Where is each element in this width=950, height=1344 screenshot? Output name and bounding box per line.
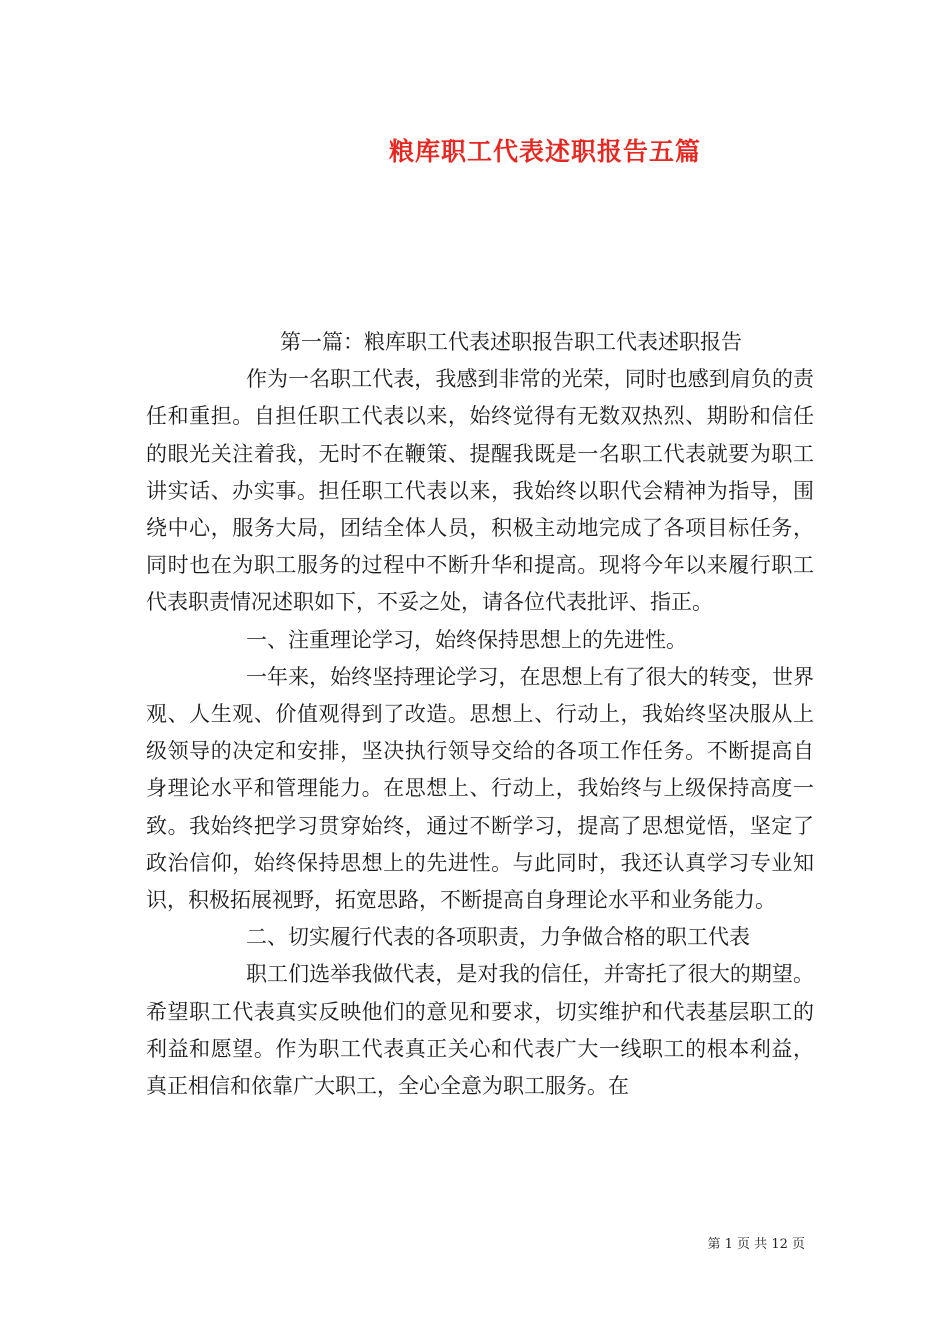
section-heading: 二、切实履行代表的各项职责，力争做合格的职工代表 [246, 925, 750, 950]
paragraph: 职工们选举我做代表，是对我的信任，并寄托了很大的期望。希望职工代表真实反映他们的意见和要求，切实维护和代表基层职工的利益和愿望。作为职工代表真正关心和代表广大一线职工的根本利益，真正相信和依靠广大职工，全心全意为职工服务。在 [146, 962, 814, 1099]
paragraph: 一年来，始终坚持理论学习，在思想上有了很大的转变，世界观、人生观、价值观得到了改造。思想上、行动上，我始终坚决服从上级领导的决定和安排，坚决执行领导交给的各项工作任务。不断提高自身理论水平和管理能力。在思想上、行动上，我始终与上级保持高度一致。我始终把学习贯穿始终，通过不断学习，提高了思想觉悟，坚定了政治信仰，始终保持思想上的先进性。与此同时，我还认真学习专业知识，积极拓展视野，拓宽思路，不断提高自身理论水平和业务能力。 [146, 664, 814, 913]
page-number-footer: 第 1 页 共 12 页 [707, 1237, 805, 1252]
section-heading: 一、注重理论学习，始终保持思想上的先进性。 [246, 627, 687, 652]
document-body [146, 324, 814, 1105]
document-title: 粮库职工代表述职报告五篇 [388, 137, 701, 166]
paragraph: 作为一名职工代表，我感到非常的光荣，同时也感到肩负的责任和重担。自担任职工代表以来，始终觉得有无数双热烈、期盼和信任的眼光关注着我，无时不在鞭策、提醒我既是一名职工代表就要为职工讲实话、办实事。担任职工代表以来，我始终以职代会精神为指导，围绕中心，服务大局，团结全体人员，积极主动地完成了各项目标任务，同时也在为职工服务的过程中不断升华和提高。现将今年以来履行职工代表职责情况述职如下，不妥之处，请各位代表批评、指正。 [146, 367, 814, 615]
section-subtitle: 第一篇：粮库职工代表述职报告职工代表述职报告 [280, 330, 742, 354]
